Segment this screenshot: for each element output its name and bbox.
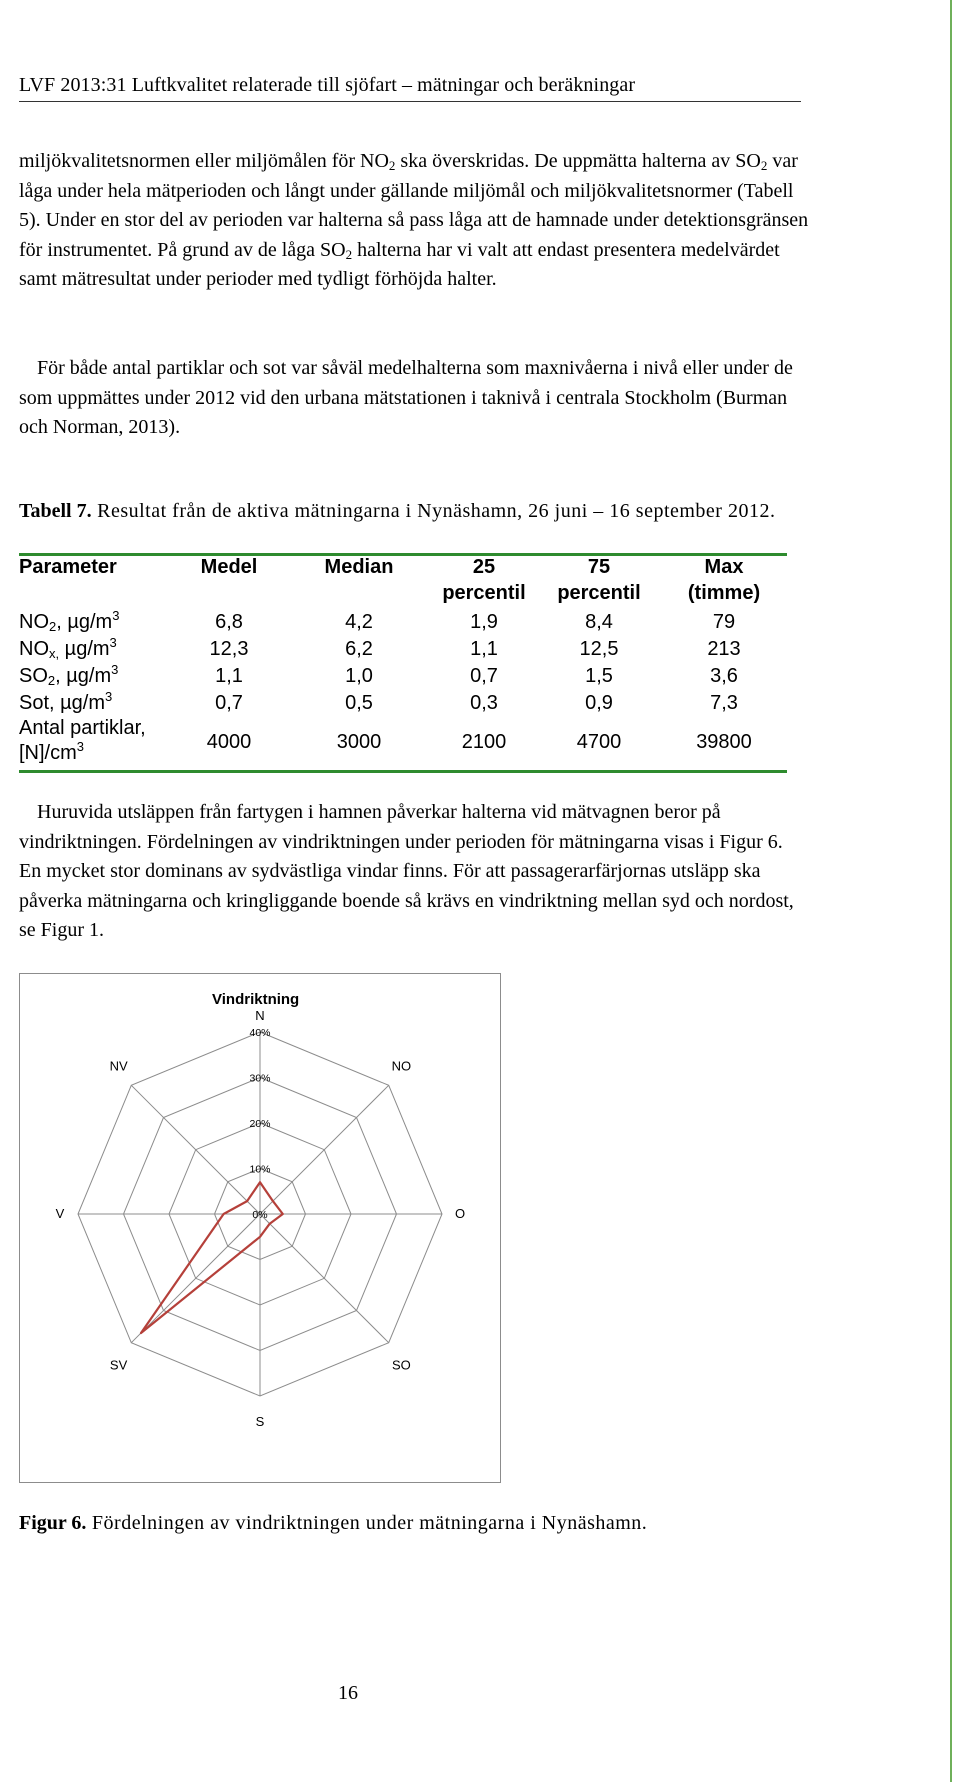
radar-series-line	[141, 1182, 283, 1333]
table-bottom-rule	[19, 770, 787, 773]
p1-text-2: ska överskridas. De uppmätta halterna av SO	[395, 150, 761, 172]
table-caption-text: Resultat från de aktiva mätningarna i Nynäshamn, 26 juni – 16 september 2012.	[91, 500, 776, 522]
chart-title: Vindriktning	[212, 991, 300, 1008]
running-header: LVF 2013:31 Luftkvalitet relaterade till sjöfart – mätningar och beräkningar	[19, 74, 636, 96]
wind-direction-chart	[19, 973, 501, 1483]
table-cell: 1,5	[585, 665, 613, 687]
header-parameter: Parameter	[19, 556, 117, 578]
row-no2-param: $NO_2$, $\mu g/m^3$	[19, 608, 120, 634]
radar-series	[141, 1182, 283, 1333]
table-cell: 3,6	[710, 665, 738, 687]
radar-tick-label: 0%	[252, 1209, 268, 1221]
radar-tick-label: 40%	[249, 1027, 271, 1039]
table-cell: 12,3	[209, 638, 249, 660]
radar-category-label: NV	[109, 1058, 128, 1074]
header-median: Median	[324, 556, 394, 578]
row-sot-param: Sot, $\mu g/m^3$	[19, 689, 113, 714]
p1-text-4: halterna har vi valt att endast presentera medelvärdet samt mätresultat under perioder med tydligt förhöjda halter.	[19, 238, 780, 290]
table-cell: 8,4	[585, 611, 613, 633]
figure-caption-text: Fördelningen av vindriktningen under mätningarna i Nynäshamn.	[86, 1512, 648, 1534]
row-nox-param: $NO_{x,}$ $\mu g/m^3$	[19, 635, 117, 661]
table-cell: 1,1	[215, 665, 243, 687]
row-so2-param: $SO_2$, $\mu g/m^3$	[19, 662, 119, 688]
table-cell: 39800	[696, 731, 752, 753]
radar-chart-svg	[20, 974, 500, 1482]
radar-category-label: O	[454, 1206, 466, 1221]
p1-subscript-2: 2	[760, 158, 768, 173]
table-cell: 4700	[576, 731, 622, 753]
table-cell: 4,2	[345, 611, 373, 633]
figure-caption-label: Figur 6.	[19, 1512, 87, 1534]
header-divider	[19, 101, 801, 102]
header-75-percentil: 75 percentil	[557, 556, 641, 604]
radar-category-label: V	[55, 1206, 65, 1221]
table-cell: 213	[707, 638, 741, 660]
p1-text-1: miljökvalitetsnormen eller miljömålen för NO	[19, 150, 389, 172]
table-cell: 1,1	[470, 638, 498, 660]
table-cell: 2100	[461, 731, 507, 753]
table-cell: 7,3	[710, 692, 738, 714]
header-25-percentil: 25 percentil	[442, 556, 526, 604]
paragraph-3	[19, 798, 809, 946]
table-cell: 4000	[206, 731, 252, 753]
p1-text-3: var låga under hela mätperioden och långt under gällande miljömål och miljökvalitetsnormer (Tabell 5). Under en stor del av perioden var halterna så pass låga att de hamnade under detektionsgränsen för instrumentet. På grund av de låga SO	[19, 150, 809, 261]
table-cell: 0,9	[585, 692, 613, 714]
table-cell: 1,0	[345, 665, 373, 687]
results-table	[19, 553, 787, 773]
radar-category-label: NO	[391, 1058, 412, 1074]
radar-tick-label: 10%	[249, 1163, 271, 1176]
header-max: Max (timme)	[687, 556, 761, 604]
radar-category-label: N	[255, 1008, 265, 1023]
figure-caption	[19, 1510, 799, 1536]
header-medel: Medel	[200, 556, 258, 578]
radar-category-label: S	[255, 1414, 265, 1429]
p1-subscript-3: 2	[345, 246, 353, 262]
p2-text: För både antal partiklar och sot var såväl medelhalterna som maxnivåerna i nivå eller under de som uppmättes under 2012 vid den urbana mätstationen i taknivå i centrala Stockholm (Burman och Norman, 2013).	[19, 357, 793, 438]
paragraph-2	[19, 354, 809, 443]
page-margin-rule	[950, 0, 952, 1782]
table-cell: 3000	[336, 731, 382, 753]
table-cell: 0,7	[215, 692, 243, 714]
table-caption	[19, 497, 779, 527]
radar-category-label: SO	[392, 1357, 411, 1373]
table-cell: 79	[712, 611, 736, 633]
paragraph-1	[19, 147, 809, 295]
radar-tick-label: 30%	[249, 1072, 271, 1085]
page-number: 16	[338, 1682, 358, 1704]
table-cell: 0,5	[345, 692, 373, 714]
table-cell: 0,3	[470, 692, 498, 714]
table-cell: 0,7	[470, 665, 498, 687]
table-cell: 6,8	[215, 611, 243, 633]
table-caption-label: Tabell 7.	[19, 500, 92, 522]
p3-text: Huruvida utsläppen från fartygen i hamnen påverkar halterna vid mätvagnen beror på vindriktningen. Fördelningen av vindriktningen under perioden för mätningarna visas i Figur 6. En mycket stor dominans av sydvästliga vindar finns. För att passagerarfärjornas utsläpp ska påverka mätningarna och kringliggande boende så krävs en vindriktning mellan syd och nordost, se Figur 1.	[19, 801, 794, 941]
table-cell: 1,9	[470, 611, 498, 633]
table-cell: 12,5	[579, 638, 619, 660]
radar-category-label: SV	[109, 1357, 128, 1373]
table-cell: 6,2	[345, 638, 373, 660]
row-partiklar-param: Antal partiklar, $[N]/cm^3$	[19, 717, 146, 764]
radar-tick-label: 20%	[249, 1118, 271, 1130]
p1-subscript-1: 2	[388, 158, 396, 173]
